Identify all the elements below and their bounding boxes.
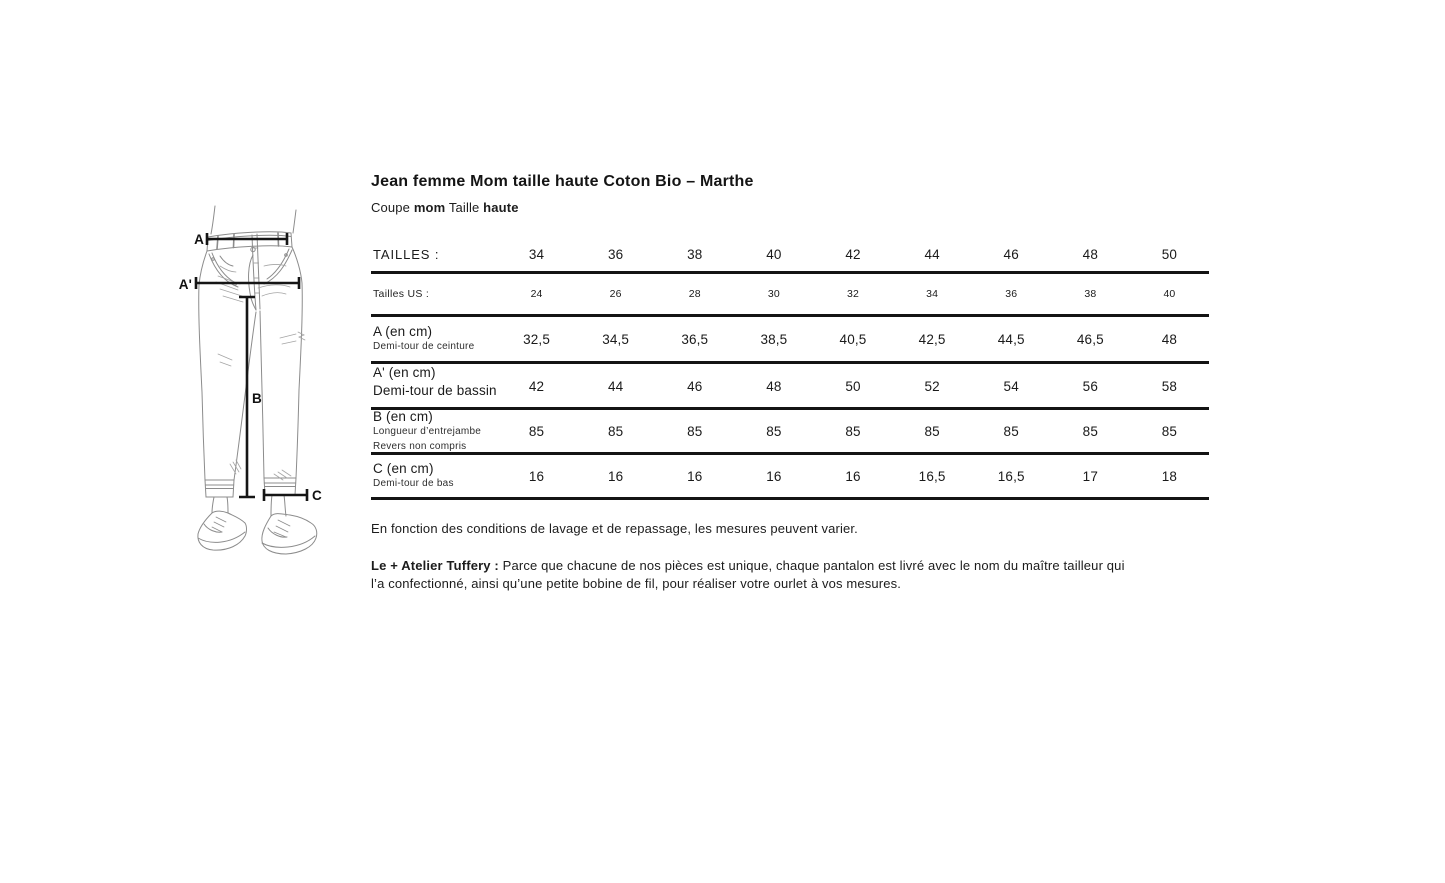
measure-row-label	[371, 410, 497, 453]
inseam-label: B	[252, 391, 262, 406]
measure-value: 48	[766, 379, 782, 394]
measure-row-inseam	[371, 410, 1209, 455]
size-value: 46	[1003, 247, 1019, 262]
measure-value: 16	[608, 468, 624, 484]
measure-value: 44	[608, 379, 624, 394]
measure-value: 16	[766, 468, 782, 484]
measure-value: 52	[924, 379, 940, 394]
tuffery-note	[371, 557, 1133, 593]
measure-value: 34,5	[602, 331, 630, 347]
measure-value: 54	[1003, 379, 1019, 394]
waist-label: A	[194, 232, 204, 247]
measure-value: 16	[687, 468, 703, 484]
measure-code: B (en cm)	[373, 409, 433, 424]
measure-value: 85	[1082, 424, 1098, 439]
jeans-shading	[216, 265, 305, 481]
size-value: 36	[608, 247, 624, 262]
measure-value: 16	[528, 468, 545, 484]
measure-code: C (en cm)	[373, 461, 434, 477]
sizes-row-label: TAILLES :	[373, 247, 440, 262]
hem-label: C	[312, 488, 322, 503]
measure-value: 16,5	[918, 468, 946, 484]
measure-code: A (en cm)	[373, 324, 433, 340]
hem-measure-line	[264, 489, 307, 501]
measure-value: 46	[687, 379, 703, 394]
measure-value: 50	[845, 379, 861, 394]
us-size-value: 32	[847, 288, 859, 300]
subtitle-bold-text: haute	[483, 200, 519, 215]
measure-row-waist	[371, 317, 1209, 364]
measure-label-wrap	[373, 365, 497, 409]
measure-value: 85	[1003, 424, 1019, 439]
size-guide-content	[371, 172, 1209, 593]
measure-value: 85	[766, 424, 782, 439]
us-size-value: 36	[1005, 288, 1018, 300]
size-value: 40	[766, 247, 782, 262]
us-sizes-row	[371, 274, 1209, 317]
measure-value: 48	[1161, 331, 1178, 347]
measure-value: 38,5	[760, 331, 788, 347]
measure-value: 56	[1082, 379, 1098, 394]
measure-row-hem	[371, 455, 1209, 500]
measure-row-label	[371, 324, 497, 354]
size-value: 42	[845, 247, 861, 262]
hip-label: A'	[178, 277, 192, 292]
measure-code: A' (en cm)	[373, 365, 436, 380]
measure-value: 85	[608, 424, 624, 439]
jeans-measurement-diagram	[160, 192, 335, 567]
subtitle-text: Taille	[445, 200, 484, 215]
measure-value: 85	[528, 424, 545, 439]
tuffery-note-text: Parce que chacune de nos pièces est unique, chaque pantalon est livré avec le nom du maître tailleur qui l’a confectionné, ainsi qu’une petite bobine de fil, pour réaliser votre ourlet à vos mesures.	[371, 558, 1125, 591]
size-value: 50	[1161, 247, 1178, 262]
measure-value: 85	[845, 424, 861, 439]
us-size-value: 26	[609, 288, 622, 300]
measure-description: Longueur d’entrejambe	[373, 426, 482, 437]
us-size-value: 28	[688, 288, 701, 300]
measure-value: 85	[1161, 424, 1178, 439]
measure-value: 85	[687, 424, 703, 439]
jeans-sketch	[160, 192, 335, 567]
measure-value: 85	[924, 424, 940, 439]
us-size-value: 40	[1163, 288, 1176, 300]
measurement-lines	[196, 233, 307, 501]
fit-subtitle	[371, 200, 1209, 215]
sizes-row	[371, 238, 1209, 274]
measure-value: 17	[1082, 468, 1098, 484]
measure-value: 42	[528, 379, 545, 394]
measure-description: Revers non compris	[373, 440, 467, 452]
measure-value: 42,5	[918, 331, 946, 347]
measure-description: Demi-tour de bassin	[373, 383, 497, 398]
measure-value: 40,5	[839, 331, 867, 347]
measure-value: 32,5	[523, 331, 550, 347]
tuffery-note-label: Le + Atelier Tuffery :	[371, 558, 499, 573]
page-title: Jean femme Mom taille haute Coton Bio – Marthe	[371, 173, 754, 190]
us-size-value: 24	[530, 288, 543, 300]
measure-value: 46,5	[1076, 331, 1104, 347]
measure-value: 58	[1161, 379, 1178, 394]
measure-description: Demi-tour de bas	[373, 478, 454, 490]
measure-label-wrap	[373, 324, 497, 354]
measure-value: 16,5	[997, 468, 1025, 484]
measure-row-hip	[371, 364, 1209, 410]
size-value: 38	[687, 247, 703, 262]
hip-measure-line	[196, 277, 299, 289]
washing-note: En fonction des conditions de lavage et de repassage, les mesures peuvent varier.	[371, 521, 858, 536]
measure-value: 44,5	[997, 331, 1025, 347]
subtitle-text: Coupe	[371, 200, 414, 215]
measure-row-label	[371, 461, 497, 491]
us-size-value: 34	[926, 288, 939, 300]
subtitle-bold-text: mom	[413, 200, 446, 215]
size-value: 48	[1082, 247, 1098, 262]
size-value: 44	[924, 247, 940, 262]
size-table	[371, 238, 1209, 500]
measure-value: 16	[845, 468, 861, 484]
us-size-value: 30	[767, 288, 780, 300]
measure-value: 36,5	[681, 331, 709, 347]
size-value: 34	[528, 247, 545, 262]
measure-label-wrap	[373, 410, 497, 453]
us-row-label: Tailles US :	[373, 288, 430, 300]
jeans-outline	[198, 206, 317, 554]
measure-row-label	[371, 364, 497, 409]
measure-label-wrap	[373, 461, 497, 491]
measure-value: 18	[1161, 468, 1178, 484]
measure-description: Demi-tour de ceinture	[373, 341, 475, 353]
us-size-value: 38	[1084, 288, 1097, 300]
